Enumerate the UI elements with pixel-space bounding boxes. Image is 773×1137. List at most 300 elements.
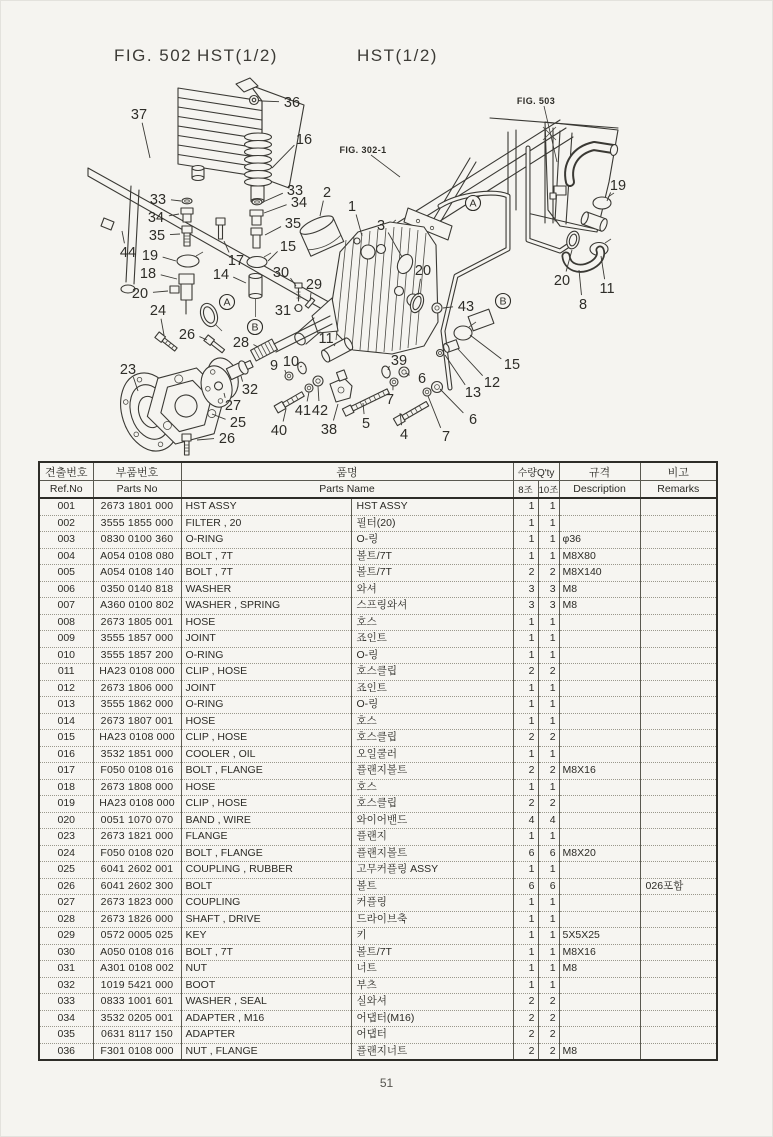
callout-label: 20 [414, 263, 432, 279]
qty-10: 2 [538, 1043, 559, 1060]
description [559, 1027, 640, 1044]
qty-8: 1 [513, 977, 538, 994]
qty-8: 1 [513, 515, 538, 532]
callout-label: 14 [212, 267, 230, 283]
parts-no: 2673 1821 000 [93, 829, 181, 846]
callout-label: 19 [141, 248, 159, 264]
callout-label: 15 [279, 239, 297, 255]
ref-no: 003 [39, 532, 93, 549]
callout-label: 28 [232, 335, 250, 351]
parts-no: 3532 0205 001 [93, 1010, 181, 1027]
parts-no: 3532 1851 000 [93, 746, 181, 763]
callout-label: 4 [399, 427, 409, 443]
parts-name-en: BOLT , FLANGE [181, 763, 351, 780]
parts-name-en: ADAPTER , M16 [181, 1010, 351, 1027]
parts-no: 2673 1823 000 [93, 895, 181, 912]
remarks [640, 977, 717, 994]
parts-name-en: BOLT [181, 878, 351, 895]
parts-name-en: CLIP , HOSE [181, 730, 351, 747]
description: M8X80 [559, 548, 640, 565]
callout-label: 7 [385, 392, 395, 408]
parts-name-kr: 드라이브축 [351, 911, 513, 928]
parts-name-en: O-RING [181, 647, 351, 664]
parts-name-en: JOINT [181, 680, 351, 697]
table-row [39, 862, 717, 879]
qty-8: 1 [513, 697, 538, 714]
callout-label: 10 [282, 354, 300, 370]
parts-no: 2673 1808 000 [93, 779, 181, 796]
parts-name-kr: O-링 [351, 532, 513, 549]
ref-no: 015 [39, 730, 93, 747]
qty-10: 1 [538, 680, 559, 697]
callout-label: 42 [311, 403, 329, 419]
ref-no: 002 [39, 515, 93, 532]
description: M8 [559, 1043, 640, 1060]
parts-name-en: O-RING [181, 697, 351, 714]
table-row [39, 1027, 717, 1044]
ref-no: 027 [39, 895, 93, 912]
ref-no: 024 [39, 845, 93, 862]
remarks [640, 631, 717, 648]
description [559, 994, 640, 1011]
parts-name-en: FLANGE [181, 829, 351, 846]
remarks [640, 515, 717, 532]
remarks [640, 647, 717, 664]
header-partsno-en: Parts No [93, 481, 181, 499]
parts-name-en: COOLER , OIL [181, 746, 351, 763]
parts-name-kr: 오일쿨러 [351, 746, 513, 763]
parts-name-kr: 호스 [351, 614, 513, 631]
parts-name-kr: 어댑터 [351, 1027, 513, 1044]
ref-no: 023 [39, 829, 93, 846]
ref-no: 009 [39, 631, 93, 648]
ref-no: 016 [39, 746, 93, 763]
remarks [640, 548, 717, 565]
qty-8: 1 [513, 961, 538, 978]
qty-10: 1 [538, 697, 559, 714]
remarks [640, 614, 717, 631]
description [559, 498, 640, 515]
parts-no: A050 0108 016 [93, 944, 181, 961]
parts-no: 0572 0005 025 [93, 928, 181, 945]
table-row [39, 944, 717, 961]
qty-10: 1 [538, 895, 559, 912]
qty-8: 2 [513, 664, 538, 681]
callout-label: 6 [468, 412, 478, 428]
parts-name-en: JOINT [181, 631, 351, 648]
callout-label: 30 [272, 265, 290, 281]
qty-8: 6 [513, 878, 538, 895]
ref-no: 010 [39, 647, 93, 664]
qty-10: 1 [538, 515, 559, 532]
qty-10: 2 [538, 994, 559, 1011]
qty-10: 3 [538, 598, 559, 615]
ref-no: 026 [39, 878, 93, 895]
qty-10: 1 [538, 977, 559, 994]
parts-name-en: NUT , FLANGE [181, 1043, 351, 1060]
remarks [640, 1027, 717, 1044]
callout-label: 26 [178, 327, 196, 343]
callout-label: 15 [503, 357, 521, 373]
table-row [39, 1043, 717, 1060]
description: M8 [559, 961, 640, 978]
qty-10: 3 [538, 581, 559, 598]
parts-name-kr: 플랜지 [351, 829, 513, 846]
parts-name-kr: 플랜지너트 [351, 1043, 513, 1060]
remarks: 026포함 [640, 878, 717, 895]
callout-label: 11 [599, 281, 615, 297]
header-desc-en: Description [559, 481, 640, 499]
figure-title-right: HST(1/2) [357, 46, 438, 65]
parts-no: HA23 0108 000 [93, 730, 181, 747]
qty-10: 2 [538, 1010, 559, 1027]
header-remarks-en: Remarks [640, 481, 717, 499]
qty-8: 2 [513, 763, 538, 780]
callout-label: 23 [119, 362, 137, 378]
qty-10: 2 [538, 565, 559, 582]
description [559, 779, 640, 796]
ref-no: 028 [39, 911, 93, 928]
ref-no: 031 [39, 961, 93, 978]
header-name-en: Parts Name [181, 481, 513, 499]
callout-label: 19 [609, 178, 627, 194]
parts-no: F301 0108 000 [93, 1043, 181, 1060]
parts-no: F050 0108 020 [93, 845, 181, 862]
description [559, 680, 640, 697]
remarks [640, 730, 717, 747]
table-row [39, 498, 717, 515]
table-row [39, 565, 717, 582]
table-header-english [39, 481, 717, 499]
ref-no: 011 [39, 664, 93, 681]
pipes-drawing [440, 148, 572, 388]
header-remarks-kr: 비고 [640, 462, 717, 481]
parts-name-en: BOLT , FLANGE [181, 845, 351, 862]
callout-label: 39 [390, 353, 408, 369]
parts-no: 3555 1857 000 [93, 631, 181, 648]
remarks [640, 1010, 717, 1027]
callout-label: 7 [441, 429, 451, 445]
parts-no: HA23 0108 000 [93, 796, 181, 813]
qty-10: 1 [538, 713, 559, 730]
table-row [39, 845, 717, 862]
table-row [39, 746, 717, 763]
callout-label: 27 [224, 398, 242, 414]
header-partsno-kr: 부품번호 [93, 462, 181, 481]
parts-name-kr: 부츠 [351, 977, 513, 994]
parts-no: F050 0108 016 [93, 763, 181, 780]
table-row [39, 928, 717, 945]
remarks [640, 598, 717, 615]
callout-label: 1 [347, 199, 357, 215]
qty-8: 2 [513, 796, 538, 813]
qty-8: 1 [513, 895, 538, 912]
page-number: 51 [379, 1076, 394, 1090]
description [559, 614, 640, 631]
qty-8: 3 [513, 598, 538, 615]
description [559, 796, 640, 813]
ref-no: 020 [39, 812, 93, 829]
parts-name-en: HOSE [181, 614, 351, 631]
qty-8: 1 [513, 548, 538, 565]
callout-label: 37 [130, 107, 148, 123]
parts-name-kr: 실와셔 [351, 994, 513, 1011]
table-row [39, 961, 717, 978]
qty-10: 2 [538, 1027, 559, 1044]
table-row [39, 779, 717, 796]
parts-name-kr: 죠인트 [351, 631, 513, 648]
ref-no: 013 [39, 697, 93, 714]
parts-name-kr: O-링 [351, 647, 513, 664]
parts-name-kr: 볼트/7T [351, 944, 513, 961]
remarks [640, 829, 717, 846]
parts-name-kr: 볼트/7T [351, 565, 513, 582]
qty-10: 2 [538, 796, 559, 813]
balloon-letter: A [223, 296, 231, 309]
ref-no: 007 [39, 598, 93, 615]
qty-10: 4 [538, 812, 559, 829]
remarks [640, 911, 717, 928]
parts-name-en: CLIP , HOSE [181, 796, 351, 813]
parts-no: 1019 5421 000 [93, 977, 181, 994]
qty-8: 1 [513, 631, 538, 648]
callout-label: 16 [295, 132, 313, 148]
qty-10: 1 [538, 647, 559, 664]
balloon-letter: A [469, 197, 477, 210]
callout-label: 9 [269, 358, 279, 374]
table-row [39, 763, 717, 780]
parts-no: 3555 1857 200 [93, 647, 181, 664]
qty-10: 1 [538, 746, 559, 763]
description [559, 812, 640, 829]
header-qty-10: 10조 [538, 481, 559, 499]
ref-no: 032 [39, 977, 93, 994]
description: M8X16 [559, 763, 640, 780]
qty-10: 1 [538, 779, 559, 796]
qty-10: 1 [538, 862, 559, 879]
parts-name-kr: 호스클립 [351, 664, 513, 681]
description [559, 895, 640, 912]
parts-name-en: HST ASSY [181, 498, 351, 515]
ref-no: 014 [39, 713, 93, 730]
parts-name-en: BOOT [181, 977, 351, 994]
table-header-korean [39, 462, 717, 481]
qty-8: 1 [513, 713, 538, 730]
qty-8: 6 [513, 845, 538, 862]
callout-label: 36 [283, 95, 301, 111]
callout-label: 12 [483, 375, 501, 391]
header-qty-8: 8조 [513, 481, 538, 499]
qty-8: 3 [513, 581, 538, 598]
ref-no: 018 [39, 779, 93, 796]
callout-label: 24 [149, 303, 167, 319]
table-row [39, 598, 717, 615]
parts-name-en: HOSE [181, 779, 351, 796]
parts-no: 0631 8117 150 [93, 1027, 181, 1044]
description: M8X140 [559, 565, 640, 582]
callout-label: 40 [270, 423, 288, 439]
balloon-letter: B [251, 321, 259, 334]
table-row [39, 977, 717, 994]
remarks [640, 994, 717, 1011]
ref-no: 036 [39, 1043, 93, 1060]
ref-no: 012 [39, 680, 93, 697]
parts-name-en: WASHER , SEAL [181, 994, 351, 1011]
parts-no: 2673 1826 000 [93, 911, 181, 928]
description [559, 746, 640, 763]
parts-name-en: KEY [181, 928, 351, 945]
callout-label: 33 [149, 192, 167, 208]
callout-label: 18 [139, 266, 157, 282]
parts-name-kr: 죠인트 [351, 680, 513, 697]
qty-8: 2 [513, 994, 538, 1011]
remarks [640, 498, 717, 515]
ref-no: 033 [39, 994, 93, 1011]
qty-8: 1 [513, 614, 538, 631]
parts-name-kr: 볼트 [351, 878, 513, 895]
parts-no: A054 0108 140 [93, 565, 181, 582]
table-row [39, 631, 717, 648]
parts-no: A054 0108 080 [93, 548, 181, 565]
remarks [640, 565, 717, 582]
qty-10: 1 [538, 829, 559, 846]
table-row [39, 895, 717, 912]
description [559, 647, 640, 664]
callout-label: 38 [320, 422, 338, 438]
table-row [39, 730, 717, 747]
qty-10: 1 [538, 548, 559, 565]
parts-name-en: COUPLING , RUBBER [181, 862, 351, 879]
parts-name-en: WASHER , SPRING [181, 598, 351, 615]
remarks [640, 812, 717, 829]
parts-no: A301 0108 002 [93, 961, 181, 978]
parts-name-kr: 필터(20) [351, 515, 513, 532]
parts-no: 3555 1855 000 [93, 515, 181, 532]
qty-8: 4 [513, 812, 538, 829]
parts-name-kr: 키 [351, 928, 513, 945]
remarks [640, 779, 717, 796]
header-name-kr: 품명 [181, 462, 513, 481]
header-ref-kr: 견출번호 [39, 462, 93, 481]
callout-label: 44 [119, 245, 137, 261]
ref-no: 004 [39, 548, 93, 565]
qty-10: 1 [538, 928, 559, 945]
qty-8: 1 [513, 680, 538, 697]
description: M8X16 [559, 944, 640, 961]
parts-name-kr: 와이어밴드 [351, 812, 513, 829]
parts-name-en: O-RING [181, 532, 351, 549]
parts-name-en: BOLT , 7T [181, 548, 351, 565]
parts-name-kr: HST ASSY [351, 498, 513, 515]
qty-10: 1 [538, 961, 559, 978]
callout-label: 8 [578, 297, 588, 313]
ref-no: 029 [39, 928, 93, 945]
qty-8: 1 [513, 532, 538, 549]
parts-no: 2673 1806 000 [93, 680, 181, 697]
qty-8: 1 [513, 746, 538, 763]
figure-ref-label: FIG. 302-1 [339, 145, 387, 155]
callout-label: 33 [286, 183, 304, 199]
description [559, 878, 640, 895]
qty-10: 2 [538, 730, 559, 747]
callout-label: 6 [417, 371, 427, 387]
exploded-parts-diagram [0, 0, 773, 460]
description: M8 [559, 581, 640, 598]
ref-no: 019 [39, 796, 93, 813]
header-desc-kr: 규격 [559, 462, 640, 481]
parts-no: 3555 1862 000 [93, 697, 181, 714]
parts-no: 6041 2602 001 [93, 862, 181, 879]
qty-10: 1 [538, 631, 559, 648]
qty-10: 2 [538, 664, 559, 681]
qty-10: 1 [538, 498, 559, 515]
qty-10: 1 [538, 614, 559, 631]
callout-label: 11 [318, 331, 334, 347]
qty-10: 1 [538, 532, 559, 549]
description [559, 911, 640, 928]
table-row [39, 532, 717, 549]
description [559, 829, 640, 846]
table-row [39, 581, 717, 598]
remarks [640, 763, 717, 780]
remarks [640, 581, 717, 598]
parts-no: 0830 0100 360 [93, 532, 181, 549]
parts-no: HA23 0108 000 [93, 664, 181, 681]
qty-8: 2 [513, 730, 538, 747]
parts-no: 0833 1001 601 [93, 994, 181, 1011]
parts-name-kr: 호스 [351, 713, 513, 730]
ref-no: 001 [57, 500, 76, 512]
parts-name-kr: 너트 [351, 961, 513, 978]
remarks [640, 796, 717, 813]
callout-label: 20 [131, 286, 149, 302]
figure-ref-label: FIG. 503 [516, 96, 556, 106]
qty-8: 1 [513, 862, 538, 879]
remarks [640, 532, 717, 549]
remarks [640, 697, 717, 714]
remarks [640, 961, 717, 978]
remarks [640, 845, 717, 862]
callout-label: 31 [274, 303, 292, 319]
qty-8: 1 [513, 944, 538, 961]
parts-no: A360 0100 802 [93, 598, 181, 615]
callout-label: 32 [241, 382, 259, 398]
parts-name-kr: 호스클립 [351, 730, 513, 747]
remarks [640, 928, 717, 945]
table-row [39, 911, 717, 928]
figure-title: HST(1/2) [197, 46, 278, 65]
table-row [39, 697, 717, 714]
remarks [640, 746, 717, 763]
description: 5X5X25 [559, 928, 640, 945]
table-row [39, 994, 717, 1011]
parts-name-kr: O-링 [351, 697, 513, 714]
parts-name-en: COUPLING [181, 895, 351, 912]
parts-name-kr: 스프링와셔 [351, 598, 513, 615]
qty-8: 2 [513, 1043, 538, 1060]
callout-label: 2 [322, 185, 332, 201]
callout-label: 13 [464, 385, 482, 401]
parts-name-en: BOLT , 7T [181, 944, 351, 961]
parts-name-en: CLIP , HOSE [181, 664, 351, 681]
callout-label: 29 [305, 277, 323, 293]
balloon-letter: B [499, 295, 507, 308]
table-row [39, 548, 717, 565]
callout-label: 17 [227, 253, 245, 269]
description [559, 730, 640, 747]
qty-8: 1 [513, 779, 538, 796]
table-row [39, 829, 717, 846]
